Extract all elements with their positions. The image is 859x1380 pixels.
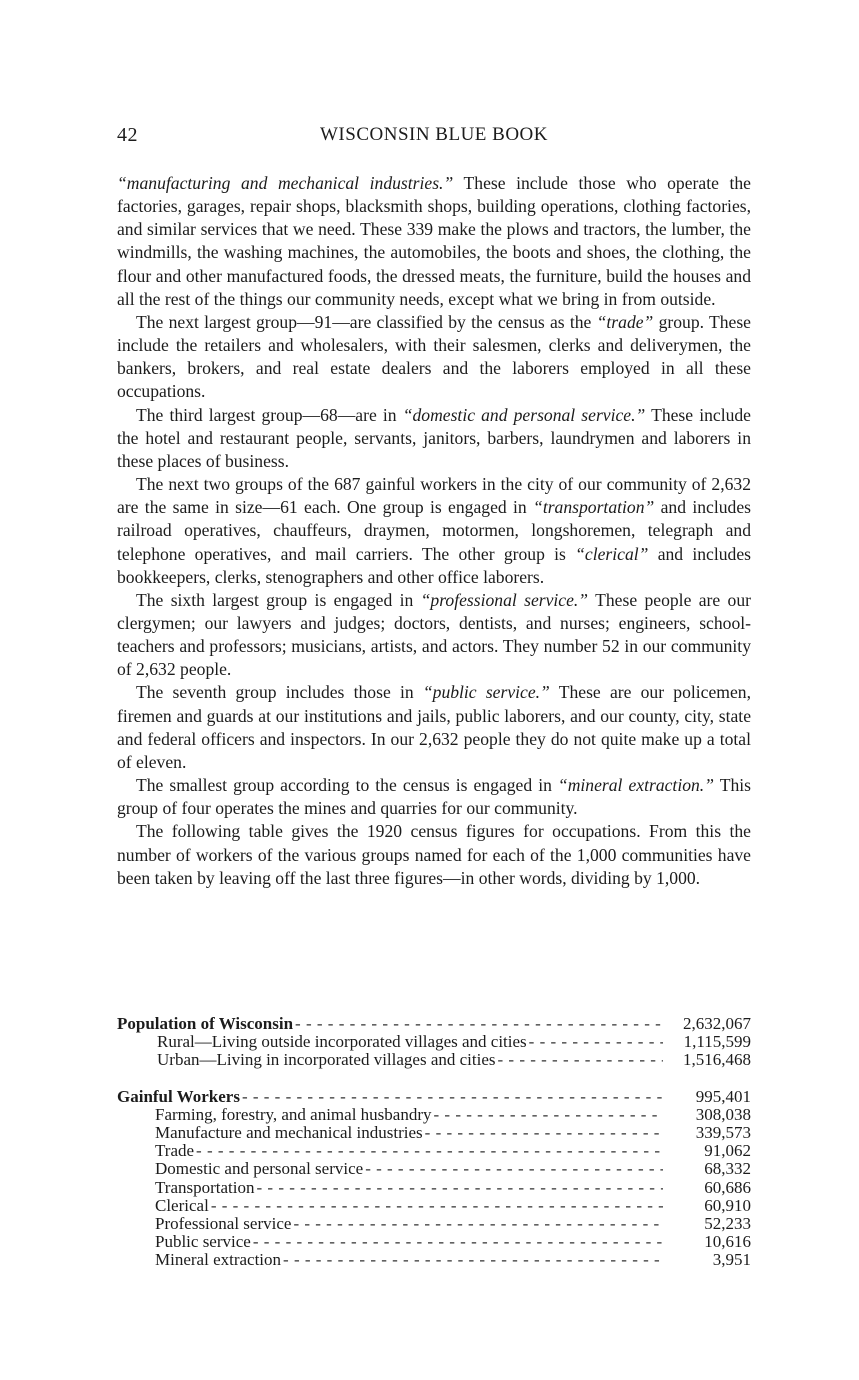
leader-dots [432,1106,664,1124]
table-row: Transportation - - - 60,686 [117,1179,751,1197]
paragraph-mineral-extraction: The smallest group according to the census is engaged in “mineral extraction.” This group of four operates the mines and quarries for our community. [117,775,751,819]
leader-dots [240,1088,663,1106]
table-row: Urban—Living in incorporated villages and cities - - - 1,516,468 [117,1051,751,1069]
leader-dots [209,1197,663,1215]
table-row: Clerical - - - 60,910 [117,1197,751,1215]
table-spacer [117,1070,751,1088]
table-row: Trade - - - 91,062 [117,1142,751,1160]
paragraph-trade: The next largest group—91—are classified by the census as the “trade” group. These include the retailers and wholesalers, with their salesmen, clerks and deliverymen, the bankers, brokers, and real estate dealers and the laborers employed in all these occupations. [117,311,751,402]
paragraph-professional-service: The sixth largest group is engaged in “professional service.” These people are our clergymen; our lawyers and judges; doctors, dentists, and nurses; engineers, school-teachers and professors; musicians, artists, and actors. They number 52 in our community of 2,632 people. [117,589,751,680]
page-header [117,124,751,148]
table-row: Farming, forestry, and animal husbandry - - - 308,038 [117,1106,751,1124]
page-number: 42 [117,124,138,146]
leader-dots [423,1124,663,1142]
table-row-gainful-workers: Gainful Workers - - - 995,401 [117,1088,751,1106]
leader-dots [194,1142,663,1160]
leader-dots [291,1215,663,1233]
running-title: WISCONSIN BLUE BOOK [320,124,548,145]
table-row: Professional service - - - 52,233 [117,1215,751,1233]
table-row: Domestic and personal service - - - 68,332 [117,1160,751,1178]
table-row: Mineral extraction - - - 3,951 [117,1251,751,1269]
table-row-population: Population of Wisconsin - - - 2,632,067 [117,1015,751,1033]
table-row: Public service - - - 10,616 [117,1233,751,1251]
table-row: Manufacture and mechanical industries - - - 339,573 [117,1124,751,1142]
leader-dots [293,1015,663,1033]
paragraph-manufacturing: “manufacturing and mechanical industries.” These include those who operate the factories, garages, repair shops, blacksmith shops, building operations, clothing factories, and similar services that we need. These 339 make the plows and tractors, the lumber, the windmills, the washing machines, the automobiles, the boots and shoes, the clothing, the flour and other manufactured foods, the dressed meats, the furniture, build the houses and all the rest of the things our community needs, except what we bring in from outside. [117,173,751,309]
table-row: Rural—Living outside incorporated villages and cities - - - 1,115,599 [117,1033,751,1051]
leader-dots [363,1160,663,1178]
paragraph-transportation-clerical: The next two groups of the 687 gainful workers in the city of our community of 2,632 are the same in size—61 each. One group is engaged in “transportation” and includes railroad operatives, chauffeurs, draymen, motormen, longshoremen, telegraph and telephone operatives, and mail carriers. The other group is “clerical” and includes bookkeepers, clerks, stenographers and other office laborers. [117,474,751,587]
leader-dots [281,1251,663,1269]
paragraph-public-service: The seventh group includes those in “public service.” These are our policemen, firemen and guards at our institutions and jails, public laborers, and our county, city, state and federal officers and inspectors. In our 2,632 people they do not quite make up a total of eleven. [117,682,751,772]
census-table [117,1015,751,1270]
leader-dots [496,1051,664,1069]
leader-dots [251,1233,663,1251]
paragraph-table-intro: The following table gives the 1920 census figures for occupations. From this the number of workers of the various groups named for each of the 1,000 communities have been taken by leaving off the last three figures—in other words, dividing by 1,000. [117,821,751,888]
paragraph-domestic-service: The third largest group—68—are in “domestic and personal service.” These include the hotel and restaurant people, servants, janitors, barbers, laundrymen and laborers in these places of business. [117,404,751,471]
leader-dots [255,1179,664,1197]
body-text [117,172,751,890]
leader-dots [527,1033,663,1051]
